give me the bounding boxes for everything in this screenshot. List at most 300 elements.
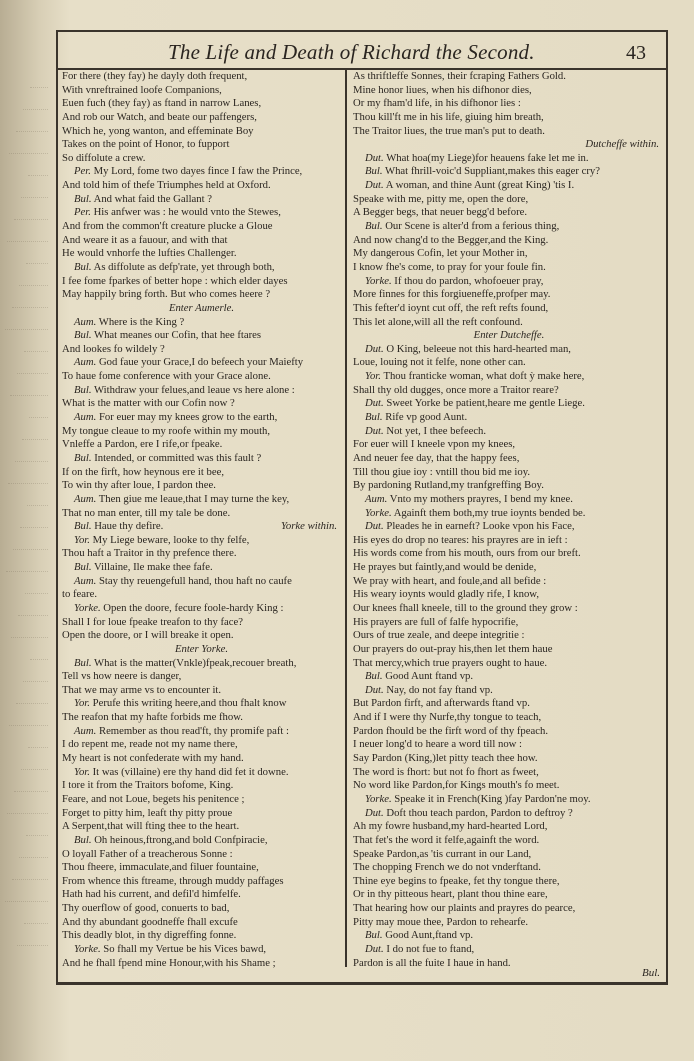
verse-text: Loue, louing not it felfe, none other can. xyxy=(353,356,526,369)
speaker-name: Bul. xyxy=(365,670,383,683)
verse-text: Till thou giue ioy : vntill thou bid me ioy. xyxy=(353,465,531,478)
text-line xyxy=(353,452,665,466)
speaker-name: Bul. xyxy=(365,165,383,178)
text-line xyxy=(353,657,665,671)
text-line xyxy=(62,725,341,739)
verse-text: Speake with me, pitty me, open the dore, xyxy=(353,192,529,205)
column-divider xyxy=(345,68,347,967)
verse-text: To win thy after loue, I pardon thee. xyxy=(62,479,216,492)
text-line xyxy=(353,206,665,220)
verse-text: Haue thy defire. xyxy=(94,520,164,533)
bleed-mark xyxy=(23,660,48,682)
text-line xyxy=(353,343,665,357)
bleed-mark xyxy=(7,792,48,814)
text-line xyxy=(62,807,341,821)
verse-text: As thriftleffe Sonnes, their fcraping Fathers Gold. xyxy=(353,70,566,82)
text-line xyxy=(62,425,341,439)
text-line xyxy=(353,384,665,398)
text-line xyxy=(62,820,341,834)
verse-text: And from the common'ft creature plucke a Gloue xyxy=(62,220,273,233)
speaker-name: Bul. xyxy=(74,260,92,273)
text-line xyxy=(62,152,341,166)
speaker-name: Aum. xyxy=(74,492,97,505)
text-line xyxy=(62,943,341,957)
verse-text: Thou franticke woman, what doft ỳ make here, xyxy=(383,370,585,383)
verse-text: My dangerous Cofin, let your Mother in, xyxy=(353,247,528,260)
bleed-mark xyxy=(11,616,48,638)
text-line xyxy=(353,916,665,930)
verse-text: Then giue me leaue,that I may turne the key, xyxy=(98,492,290,505)
text-line xyxy=(62,261,341,275)
bleed-mark xyxy=(14,770,48,792)
verse-text: For euer may my knees grow to the earth, xyxy=(98,411,278,424)
verse-text: And lookes fo wildely ? xyxy=(62,342,165,355)
verse-text: Or in thy pitteous heart, plant thou thine eare, xyxy=(353,888,548,901)
text-line xyxy=(353,834,665,848)
text-line xyxy=(353,261,665,275)
bleed-mark xyxy=(23,88,48,110)
verse-text: Thou haft a Traitor in thy prefence there. xyxy=(62,547,237,560)
text-line xyxy=(353,397,665,411)
bleed-mark xyxy=(17,924,48,946)
text-line xyxy=(62,888,341,902)
verse-text: Doft thou teach pardon, Pardon to deftroy ? xyxy=(386,806,573,819)
verse-text: By pardoning Rutland,my tranfgreffing Boy. xyxy=(353,479,544,492)
speaker-name: Yor. xyxy=(365,370,381,383)
verse-text: Euen fuch (they fay) as ftand in narrow Lanes, xyxy=(62,97,262,110)
catchword: Bul. xyxy=(641,967,660,979)
text-line xyxy=(62,670,341,684)
text-line xyxy=(353,875,665,889)
text-line xyxy=(62,493,341,507)
bleed-mark xyxy=(9,704,48,726)
text-line xyxy=(62,793,341,807)
verse-text: Open the doore, or I will breake it open. xyxy=(62,629,234,642)
speaker-name: Yorke. xyxy=(74,943,101,955)
text-line xyxy=(353,152,665,166)
bleed-mark xyxy=(28,726,48,748)
text-line xyxy=(62,848,341,862)
text-line xyxy=(62,275,341,289)
bleed-mark xyxy=(5,880,48,902)
text-line xyxy=(353,902,665,916)
verse-text: The chopping French we do not vnderftand. xyxy=(353,861,541,874)
text-line xyxy=(353,97,665,111)
verse-text: For euer will I kneele vpon my knees, xyxy=(353,438,516,451)
text-line xyxy=(62,206,341,220)
verse-text: Thy ouerflow of good, conuerts to bad, xyxy=(62,902,230,915)
speaker-name: Aum. xyxy=(74,356,97,369)
text-line xyxy=(353,602,665,616)
text-line xyxy=(353,70,665,84)
bleed-mark xyxy=(9,132,48,154)
text-line xyxy=(62,138,341,152)
speaker-name: Dut. xyxy=(365,520,384,533)
text-line xyxy=(62,738,341,752)
verse-text: Stay thy reuengefull hand, thou haft no caufe xyxy=(98,574,292,587)
verse-text: His anfwer was : he would vnto the Stewes, xyxy=(93,206,281,219)
text-line xyxy=(353,411,665,425)
bleed-mark xyxy=(12,286,48,308)
speaker-name: Dut. xyxy=(365,943,384,955)
bleed-mark xyxy=(14,198,48,220)
text-line xyxy=(353,547,665,561)
verse-text: With vnreftrained loofe Companions, xyxy=(62,83,222,96)
speaker-name: Dut. xyxy=(365,151,384,164)
bleed-mark xyxy=(17,352,48,374)
text-line xyxy=(353,807,665,821)
text-line xyxy=(62,602,341,616)
text-line xyxy=(353,779,665,793)
verse-text: Ah my fowre husband,my hard-hearted Lord, xyxy=(353,820,548,833)
text-line xyxy=(353,111,665,125)
verse-text: Vnleffe a Pardon, ere I rife,or fpeake. xyxy=(62,438,223,451)
verse-text: He prayes but faintly,and would be denide, xyxy=(353,561,537,574)
text-line xyxy=(353,302,665,316)
text-line xyxy=(353,943,665,957)
text-line xyxy=(353,848,665,862)
text-line xyxy=(62,875,341,889)
verse-text: God faue your Grace,I do befeech your Maiefty xyxy=(98,356,304,369)
verse-text: To haue fome conference with your Grace alone. xyxy=(62,370,271,383)
verse-text: So fhall my Vertue be his Vices bawd, xyxy=(103,943,267,955)
speaker-name: Bul. xyxy=(74,656,92,669)
text-line xyxy=(62,288,341,302)
text-line xyxy=(62,466,341,480)
text-line xyxy=(62,179,341,193)
text-line xyxy=(353,820,665,834)
stage-direction: Enter Dutcheffe. xyxy=(473,329,545,342)
text-line xyxy=(353,588,665,602)
bleed-mark xyxy=(13,528,48,550)
bleed-mark xyxy=(30,66,48,88)
text-line xyxy=(62,452,341,466)
text-line xyxy=(353,220,665,234)
verse-text: Againft them both,my true ioynts bended be. xyxy=(393,506,586,519)
verse-text: A woman, and thine Aunt (great King) 'tis I. xyxy=(385,179,575,192)
text-line xyxy=(353,957,665,971)
verse-text: We pray with heart, and foule,and all befide : xyxy=(353,574,547,587)
text-line xyxy=(353,684,665,698)
verse-text: Mine honor liues, when his difhonor dies, xyxy=(353,83,532,96)
verse-text: The Traitor liues, the true man's put to death. xyxy=(353,124,545,137)
verse-text: Thou fheere, immaculate,and filuer fountaine, xyxy=(62,861,259,874)
bleed-mark xyxy=(28,154,48,176)
text-line xyxy=(62,534,341,548)
text-line xyxy=(353,929,665,943)
bleed-mark xyxy=(27,484,48,506)
verse-text: Good Aunt,ftand vp. xyxy=(385,929,474,942)
right-column xyxy=(353,70,665,970)
bleed-mark xyxy=(26,814,48,836)
verse-text: And rob our Watch, and beate our paffengers, xyxy=(62,110,257,123)
speaker-name: Yor. xyxy=(74,533,90,546)
stage-direction: Dutcheffe within. xyxy=(585,138,659,151)
bleed-mark xyxy=(19,264,48,286)
verse-text: Withdraw your felues,and leaue vs here alone : xyxy=(94,383,295,396)
verse-text: I do not fue to ftand, xyxy=(386,943,475,955)
speaker-name: Yor. xyxy=(74,697,90,710)
verse-text: Say Pardon (King,)let pitty teach thee how. xyxy=(353,752,538,765)
text-line xyxy=(353,193,665,207)
verse-text: That no man enter, till my tale be done. xyxy=(62,506,231,519)
verse-text: What fhrill-voic'd Suppliant,makes this eager cry? xyxy=(385,165,601,178)
verse-text: I do repent me, reade not my name there, xyxy=(62,738,238,751)
verse-text: O loyall Father of a treacherous Sonne : xyxy=(62,847,233,860)
text-line xyxy=(353,861,665,875)
speaker-name: Dut. xyxy=(365,683,384,696)
bleed-mark xyxy=(29,396,48,418)
verse-text: It was (villaine) ere thy hand did fet it downe. xyxy=(92,765,289,778)
speaker-name: Aum. xyxy=(74,574,97,587)
text-line xyxy=(62,479,341,493)
text-line xyxy=(62,561,341,575)
speaker-name: Yorke. xyxy=(365,506,392,519)
verse-text: Open the doore, fecure foole-hardy King : xyxy=(103,601,284,614)
verse-text: What is the matter(Vnkle)fpeak,recouer breath, xyxy=(94,656,297,669)
text-line xyxy=(62,97,341,111)
text-line xyxy=(353,165,665,179)
verse-text: His prayers are full of falfe hypocrifie, xyxy=(353,615,519,628)
text-line xyxy=(62,70,341,84)
verse-text: Shall I for loue fpeake treafon to thy face? xyxy=(62,615,244,628)
verse-text: Nay, do not fay ftand vp. xyxy=(386,683,493,696)
verse-text: That hearing how our plaints and prayres do pearce, xyxy=(353,902,576,915)
facing-page-bleed xyxy=(0,66,48,966)
verse-text: Pitty may moue thee, Pardon to rehearfe. xyxy=(353,915,529,928)
text-line xyxy=(62,316,341,330)
verse-text: I neuer long'd to heare a word till now : xyxy=(353,738,523,751)
text-line xyxy=(353,738,665,752)
verse-text: Speake Pardon,as 'tis currant in our Land, xyxy=(353,847,532,860)
speaker-name: Bul. xyxy=(365,411,383,424)
speaker-name: Per. xyxy=(74,206,91,219)
text-line xyxy=(353,561,665,575)
verse-text: That fet's the word it felfe,againft the word. xyxy=(353,833,540,846)
verse-text: His words come from his mouth, ours from our breft. xyxy=(353,547,581,560)
verse-text: If thou do pardon, whofoeuer pray, xyxy=(394,274,544,287)
text-line xyxy=(353,643,665,657)
left-column xyxy=(62,70,341,970)
verse-text: Vnto my mothers prayres, I bend my knee. xyxy=(389,492,573,505)
verse-text: And thy abundant goodneffe fhall excufe xyxy=(62,915,238,928)
speaker-name: Dut. xyxy=(365,342,384,355)
verse-text: That mercy,which true prayers ought to haue. xyxy=(353,656,547,669)
text-line xyxy=(62,247,341,261)
text-line xyxy=(62,220,341,234)
verse-text: Speake it in French(King )fay Pardon'ne moy. xyxy=(394,792,591,805)
verse-text: From whence this ftreame, through muddy paffages xyxy=(62,874,284,887)
bleed-mark xyxy=(21,748,48,770)
text-line xyxy=(353,234,665,248)
text-line xyxy=(62,343,341,357)
verse-text: Ours of true zeale, and deepe integritie : xyxy=(353,629,525,642)
bleed-mark xyxy=(5,308,48,330)
text-line xyxy=(62,684,341,698)
verse-text: The reafon that my hafte forbids me fhow. xyxy=(62,711,243,724)
text-line xyxy=(62,411,341,425)
text-line xyxy=(353,438,665,452)
text-line xyxy=(62,575,341,589)
verse-text: May happily bring forth. But who comes heere ? xyxy=(62,288,271,301)
bleed-mark xyxy=(16,682,48,704)
speaker-name: Bul. xyxy=(74,451,92,464)
text-line xyxy=(353,507,665,521)
text-line xyxy=(353,84,665,98)
text-line xyxy=(62,697,341,711)
text-line xyxy=(353,520,665,534)
text-line xyxy=(353,125,665,139)
speaker-name: Dut. xyxy=(365,806,384,819)
text-line xyxy=(353,370,665,384)
text-line xyxy=(353,725,665,739)
text-line xyxy=(353,711,665,725)
bleed-mark xyxy=(10,946,48,966)
speaker-name: Aum. xyxy=(365,492,388,505)
text-line xyxy=(62,916,341,930)
bleed-mark xyxy=(24,330,48,352)
text-line xyxy=(62,384,341,398)
bleed-mark xyxy=(15,440,48,462)
verse-text: His weary ioynts would gladly rife, I know, xyxy=(353,588,540,601)
verse-text: Pardon fhould be the firft word of thy fpeach. xyxy=(353,724,548,737)
verse-text: I know fhe's come, to pray for your foule fin. xyxy=(353,260,546,273)
bleed-mark xyxy=(8,462,48,484)
text-line xyxy=(353,697,665,711)
speaker-name: Bul. xyxy=(74,833,92,846)
verse-text: Not yet, I thee befeech. xyxy=(386,424,487,437)
verse-text: My heart is not confederate with my hand. xyxy=(62,752,244,765)
bleed-mark xyxy=(12,858,48,880)
speaker-name: Yor. xyxy=(74,765,90,778)
verse-text: That we may arme vs to encounter it. xyxy=(62,683,222,696)
verse-text: Our knees fhall kneele, till to the ground they grow : xyxy=(353,601,578,614)
bleed-mark xyxy=(24,902,48,924)
bleed-mark xyxy=(30,638,48,660)
verse-text: Good Aunt ftand vp. xyxy=(385,670,474,683)
stage-direction: Yorke within. xyxy=(280,520,337,533)
bleed-mark xyxy=(26,242,48,264)
text-line xyxy=(62,234,341,248)
verse-text: Sweet Yorke be patient,heare me gentle Liege. xyxy=(386,397,585,410)
verse-text: Hath had his current, and defil'd himfelfe. xyxy=(62,888,241,901)
verse-text: Takes on the point of Honor, to fupport xyxy=(62,138,230,151)
text-line xyxy=(62,834,341,848)
verse-text: And now chang'd to the Begger,and the King. xyxy=(353,233,549,246)
text-line xyxy=(62,657,341,671)
verse-text: What hoa(my Liege)for heauens fake let me in. xyxy=(386,151,589,164)
verse-text: This let alone,will all the reft confound. xyxy=(353,315,523,328)
text-line xyxy=(62,356,341,370)
text-line xyxy=(62,547,341,561)
text-line xyxy=(353,479,665,493)
speaker-name: Dut. xyxy=(365,179,384,192)
speaker-name: Bul. xyxy=(74,520,92,533)
text-line xyxy=(353,275,665,289)
verse-text: His eyes do drop no teares: his prayres are in ieft : xyxy=(353,533,568,546)
text-line xyxy=(62,507,341,521)
verse-text: And if I were thy Nurfe,thy tongue to teach, xyxy=(353,711,542,724)
verse-text: Intended, or committed was this fault ? xyxy=(94,451,262,464)
verse-text: If on the firft, how heynous ere it bee, xyxy=(62,465,225,478)
text-line xyxy=(62,193,341,207)
text-line xyxy=(353,179,665,193)
text-line xyxy=(353,493,665,507)
bleed-mark xyxy=(20,506,48,528)
text-line xyxy=(62,520,341,534)
text-line xyxy=(62,329,341,343)
bleed-mark xyxy=(18,594,48,616)
bleed-mark xyxy=(21,176,48,198)
text-line xyxy=(62,370,341,384)
speaker-name: Bul. xyxy=(74,192,92,205)
text-line xyxy=(62,929,341,943)
bleed-mark xyxy=(7,220,48,242)
verse-text: Our prayers do out-pray his,then let them haue xyxy=(353,642,553,655)
text-line xyxy=(353,575,665,589)
verse-text: Or my fham'd life, in his difhonor lies : xyxy=(353,97,521,110)
text-line xyxy=(62,861,341,875)
verse-text: This deadly blot, in thy digreffing fonne. xyxy=(62,929,237,942)
verse-text: Thine eye begins to fpeake, fet thy tongue there, xyxy=(353,874,560,887)
bleed-mark xyxy=(19,836,48,858)
text-line xyxy=(62,125,341,139)
verse-text: Thou kill'ft me in his life, giuing him breath, xyxy=(353,110,544,123)
text-line xyxy=(62,779,341,793)
speaker-name: Bul. xyxy=(74,561,92,574)
text-line xyxy=(353,670,665,684)
verse-text: The word is fhort: but not fo fhort as fweet, xyxy=(353,765,539,778)
running-title: The Life and Death of Richard the Second. xyxy=(168,40,535,64)
speaker-name: Bul. xyxy=(365,220,383,233)
verse-text: And what faid the Gallant ? xyxy=(93,192,213,205)
verse-text: So diffolute a crew. xyxy=(62,151,146,164)
speaker-name: Aum. xyxy=(74,724,97,737)
verse-text: Pleades he in earneft? Looke vpon his Face, xyxy=(386,520,575,533)
stage-direction: Enter Yorke. xyxy=(174,642,229,655)
verse-text: Which he, yong wanton, and effeminate Boy xyxy=(62,124,254,137)
verse-text: And weare it as a fauour, and with that xyxy=(62,233,228,246)
text-line xyxy=(353,356,665,370)
stage-direction: Enter Aumerle. xyxy=(168,301,235,314)
verse-text: And told him of thefe Triumphes held at Oxford. xyxy=(62,179,271,192)
text-line xyxy=(62,766,341,780)
verse-text: Shall thy old dugges, once more a Traitor reare? xyxy=(353,383,559,396)
verse-text: I fee fome fparkes of better hope : which elder dayes xyxy=(62,274,288,287)
text-line xyxy=(353,766,665,780)
verse-text: No word like Pardon,for Kings mouth's fo meet. xyxy=(353,779,560,792)
verse-text: My Liege beware, looke to thy felfe, xyxy=(92,533,250,546)
text-line xyxy=(353,616,665,630)
bleed-mark xyxy=(10,374,48,396)
bleed-mark xyxy=(22,418,48,440)
verse-text: Oh heinous,ftrong,and bold Confpiracie, xyxy=(94,833,268,846)
verse-text: A Serpent,that will fting thee to the heart. xyxy=(62,820,240,833)
speaker-name: Dut. xyxy=(365,397,384,410)
text-line xyxy=(353,288,665,302)
bottom-rule xyxy=(58,982,666,984)
text-line xyxy=(62,588,341,602)
text-line xyxy=(62,438,341,452)
verse-text: And neuer fee day, that the happy fees, xyxy=(353,451,520,464)
speaker-name: Bul. xyxy=(74,383,92,396)
bleed-mark xyxy=(25,572,48,594)
speaker-name: Yorke. xyxy=(365,274,392,287)
text-line xyxy=(353,247,665,261)
verse-text: Our Scene is alter'd from a ferious thing, xyxy=(385,220,560,233)
verse-text: But Pardon firft, and afterwards ftand vp. xyxy=(353,697,530,710)
text-line xyxy=(62,957,341,971)
